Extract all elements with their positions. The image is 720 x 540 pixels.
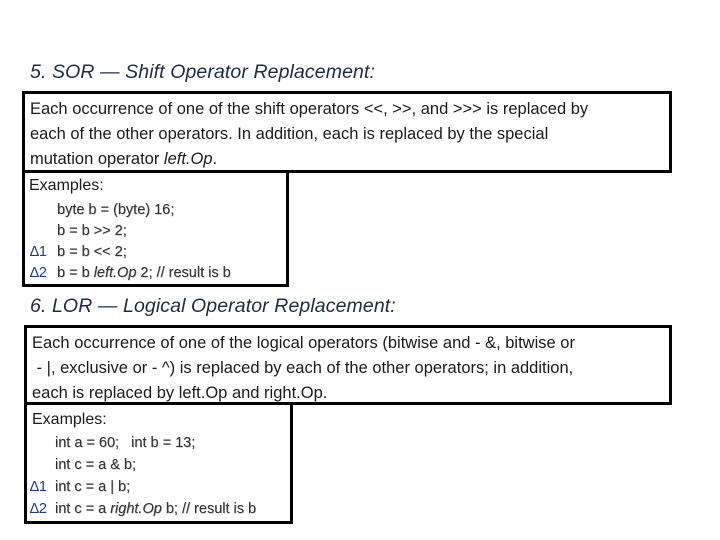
- sor-description-box: [22, 91, 672, 173]
- mutant-code-text: int c = a: [55, 501, 111, 517]
- lor-heading: 6. LOR — Logical Operator Replacement:: [30, 295, 396, 317]
- mutant-code: b = b << 2;: [57, 244, 127, 260]
- mutant-code-italic: right.Op: [110, 501, 162, 517]
- mutant-code: int c = a | b;: [55, 479, 131, 495]
- sor-description-text: mutation operator: [30, 150, 164, 168]
- sor-description-line: each of the other operators. In addition, each is replaced by the special: [30, 125, 549, 143]
- lor-description-line: each is replaced by left.Op and right.Op.: [32, 384, 328, 402]
- sor-description-italic: left.Op: [163, 150, 213, 168]
- mutant-code-text: 2; // result is b: [136, 265, 231, 281]
- mutant-code-text: b; // result is b: [161, 501, 257, 517]
- sor-description-text: .: [212, 150, 218, 168]
- sor-examples-title: Examples:: [29, 177, 104, 194]
- code-line: b = b >> 2;: [57, 223, 127, 239]
- mutant-label: ∆2: [30, 501, 47, 517]
- lor-examples-title: Examples:: [32, 411, 107, 428]
- mutant-code: [57, 265, 231, 281]
- lor-description-line: - |, exclusive or - ^) is replaced by each of the other operators; in addition,: [32, 359, 574, 377]
- mutant-code: [55, 501, 256, 517]
- mutant-code-text: b = b: [57, 265, 94, 281]
- code-line: byte b = (byte) 16;: [57, 202, 175, 218]
- sor-heading: 5. SOR — Shift Operator Replacement:: [30, 61, 375, 83]
- code-line: int c = a & b;: [55, 457, 137, 473]
- lor-description-box: [24, 325, 672, 405]
- lor-examples-box: [24, 402, 293, 524]
- mutant-code-italic: left.Op: [93, 265, 137, 281]
- mutant-label: ∆1: [30, 479, 47, 495]
- sor-description-line: Each occurrence of one of the shift operators <<, >>, and >>> is replaced by: [30, 100, 589, 118]
- sor-description-line: [30, 147, 663, 172]
- mutant-label: ∆1: [30, 244, 47, 260]
- code-line: int a = 60; int b = 13;: [55, 435, 196, 451]
- mutant-label: ∆2: [30, 265, 47, 281]
- lor-description-line: Each occurrence of one of the logical operators (bitwise and - &, bitwise or: [32, 334, 575, 352]
- sor-examples-box: [22, 170, 289, 287]
